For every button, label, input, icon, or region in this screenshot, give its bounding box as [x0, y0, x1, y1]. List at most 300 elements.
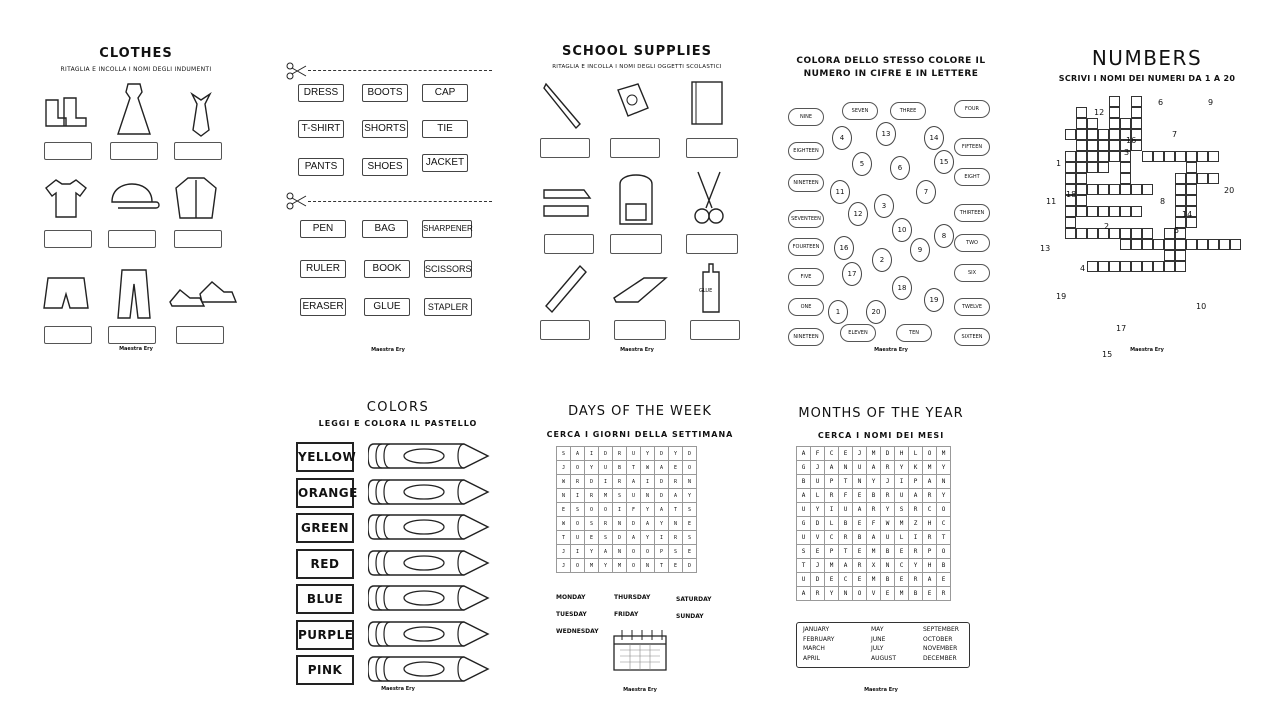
answer-box[interactable] — [686, 234, 738, 254]
crossword-cell — [1164, 250, 1175, 261]
answer-box[interactable] — [690, 320, 740, 340]
cloud-word: FIFTEEN — [954, 138, 990, 156]
grid-letter[interactable]: Y — [585, 461, 599, 475]
word-card[interactable]: TIE — [422, 120, 468, 138]
grid-letter[interactable]: Y — [867, 475, 881, 489]
answer-box[interactable] — [174, 230, 222, 248]
clue-number: 3 — [1124, 148, 1130, 157]
crossword-cell — [1142, 261, 1153, 272]
grid-letter[interactable]: I — [571, 545, 585, 559]
grid-letter[interactable]: P — [923, 545, 937, 559]
clue-number: 17 — [1116, 324, 1127, 333]
grid-letter[interactable]: L — [825, 517, 839, 531]
grid-letter[interactable]: S — [683, 503, 697, 517]
grid-letter[interactable]: U — [627, 447, 641, 461]
answer-box[interactable] — [44, 142, 92, 160]
grid-letter[interactable]: M — [867, 545, 881, 559]
grid-letter[interactable]: D — [655, 475, 669, 489]
grid-letter[interactable]: A — [627, 531, 641, 545]
grid-letter[interactable]: Y — [585, 545, 599, 559]
grid-letter[interactable]: C — [895, 559, 909, 573]
grid-letter[interactable]: I — [599, 475, 613, 489]
answer-box[interactable] — [610, 138, 660, 158]
grid-letter[interactable]: I — [825, 503, 839, 517]
word-card[interactable]: DRESS — [298, 84, 344, 102]
answer-box[interactable] — [540, 320, 590, 340]
crossword-cell — [1098, 151, 1109, 162]
grid-letter[interactable]: E — [853, 545, 867, 559]
grid-letter[interactable]: L — [811, 489, 825, 503]
grid-letter[interactable]: Y — [937, 461, 951, 475]
word-card[interactable]: ERASER — [300, 298, 346, 316]
word-card[interactable]: SHORTS — [362, 120, 408, 138]
grid-letter[interactable]: M — [895, 587, 909, 601]
grid-letter[interactable]: O — [853, 587, 867, 601]
crossword-cell — [1065, 173, 1076, 184]
grid-letter[interactable]: F — [627, 503, 641, 517]
grid-letter[interactable]: N — [613, 517, 627, 531]
days-title: DAYS OF THE WEEK — [568, 404, 712, 419]
crossword-cell — [1197, 151, 1208, 162]
grid-letter[interactable]: E — [669, 461, 683, 475]
clue-number: 11 — [1046, 197, 1057, 206]
grid-letter[interactable]: R — [599, 517, 613, 531]
answer-box[interactable] — [176, 326, 224, 344]
answer-box[interactable] — [108, 230, 156, 248]
grid-letter[interactable]: R — [881, 461, 895, 475]
grid-letter[interactable]: M — [895, 517, 909, 531]
grid-letter[interactable]: R — [669, 475, 683, 489]
grid-letter[interactable]: R — [571, 475, 585, 489]
grid-letter[interactable]: P — [909, 475, 923, 489]
grid-letter[interactable]: R — [811, 587, 825, 601]
grid-letter[interactable]: W — [557, 475, 571, 489]
grid-letter[interactable]: E — [937, 573, 951, 587]
grid-letter[interactable]: O — [571, 517, 585, 531]
grid-letter[interactable]: U — [797, 531, 811, 545]
grid-letter[interactable]: R — [923, 489, 937, 503]
grid-letter[interactable]: C — [923, 503, 937, 517]
grid-letter[interactable]: O — [599, 503, 613, 517]
grid-letter[interactable]: A — [797, 489, 811, 503]
grid-letter[interactable]: Y — [937, 489, 951, 503]
grid-letter[interactable]: I — [655, 531, 669, 545]
grid-letter[interactable]: M — [867, 573, 881, 587]
word-card[interactable]: GLUE — [364, 298, 410, 316]
grid-letter[interactable]: W — [641, 461, 655, 475]
grid-letter[interactable]: R — [867, 503, 881, 517]
word-card[interactable]: SCISSORS — [424, 260, 472, 278]
grid-letter[interactable]: E — [683, 517, 697, 531]
balloon: 20 — [866, 300, 886, 324]
grid-letter[interactable]: U — [839, 503, 853, 517]
grid-letter[interactable]: R — [923, 531, 937, 545]
grid-letter[interactable]: Y — [655, 517, 669, 531]
grid-letter[interactable]: P — [655, 545, 669, 559]
balloon: 8 — [934, 224, 954, 248]
grid-letter[interactable]: S — [895, 503, 909, 517]
grid-letter[interactable]: N — [683, 475, 697, 489]
grid-letter[interactable]: M — [585, 559, 599, 573]
grid-letter[interactable]: L — [909, 447, 923, 461]
grid-letter[interactable]: A — [797, 587, 811, 601]
grid-letter[interactable]: E — [585, 531, 599, 545]
grid-letter[interactable]: D — [881, 447, 895, 461]
word-card[interactable]: BOOTS — [362, 84, 408, 102]
crossword-cell — [1197, 239, 1208, 250]
grid-letter[interactable]: A — [825, 461, 839, 475]
grid-letter[interactable]: P — [825, 545, 839, 559]
grid-letter[interactable]: S — [557, 447, 571, 461]
grid-letter[interactable]: D — [655, 447, 669, 461]
grid-letter[interactable]: N — [937, 475, 951, 489]
grid-letter[interactable]: F — [867, 517, 881, 531]
grid-letter[interactable]: M — [867, 447, 881, 461]
grid-letter[interactable]: D — [585, 475, 599, 489]
grid-letter[interactable]: A — [571, 447, 585, 461]
grid-letter[interactable]: A — [839, 559, 853, 573]
scissors-icon — [286, 192, 308, 210]
grid-letter[interactable]: W — [557, 517, 571, 531]
crossword-cell — [1208, 173, 1219, 184]
grid-letter[interactable]: S — [599, 531, 613, 545]
grid-letter[interactable]: Y — [683, 489, 697, 503]
grid-letter[interactable]: M — [923, 461, 937, 475]
grid-letter[interactable]: S — [669, 545, 683, 559]
grid-letter[interactable]: C — [825, 531, 839, 545]
answer-box[interactable] — [108, 326, 156, 344]
grid-letter[interactable]: B — [937, 559, 951, 573]
grid-letter[interactable]: E — [825, 573, 839, 587]
grid-letter[interactable]: O — [937, 545, 951, 559]
grid-letter[interactable]: S — [585, 517, 599, 531]
grid-letter[interactable]: T — [839, 545, 853, 559]
grid-letter[interactable]: A — [599, 545, 613, 559]
grid-letter[interactable]: E — [853, 517, 867, 531]
answer-box[interactable] — [44, 326, 92, 344]
clue-number: 20 — [1224, 186, 1235, 195]
grid-letter[interactable]: G — [797, 461, 811, 475]
grid-letter[interactable]: I — [895, 475, 909, 489]
grid-letter[interactable]: V — [867, 587, 881, 601]
grid-letter[interactable]: T — [937, 531, 951, 545]
grid-letter[interactable]: E — [853, 573, 867, 587]
grid-letter[interactable]: B — [797, 475, 811, 489]
grid-letter[interactable]: U — [571, 531, 585, 545]
answer-box[interactable] — [686, 138, 738, 158]
grid-letter[interactable]: H — [923, 559, 937, 573]
grid-letter[interactable]: U — [797, 503, 811, 517]
grid-letter[interactable]: E — [895, 545, 909, 559]
grid-letter[interactable]: R — [613, 475, 627, 489]
grid-letter[interactable]: R — [853, 559, 867, 573]
balloon: 7 — [916, 180, 936, 204]
cloud-word: THREE — [890, 102, 926, 120]
grid-letter[interactable]: E — [669, 559, 683, 573]
word-card[interactable]: SHARPENER — [422, 220, 472, 238]
grid-letter[interactable]: O — [585, 503, 599, 517]
grid-letter[interactable]: N — [641, 489, 655, 503]
grid-letter[interactable]: R — [937, 587, 951, 601]
grid-letter[interactable]: T — [627, 461, 641, 475]
grid-letter[interactable]: B — [909, 587, 923, 601]
answer-box[interactable] — [174, 142, 222, 160]
grid-letter[interactable]: Y — [641, 531, 655, 545]
answer-box[interactable] — [610, 234, 662, 254]
grid-letter[interactable]: T — [797, 559, 811, 573]
grid-letter[interactable]: E — [839, 447, 853, 461]
grid-letter[interactable]: Y — [895, 461, 909, 475]
word-card[interactable]: T-SHIRT — [298, 120, 344, 138]
colors-worksheet — [296, 398, 500, 698]
grid-letter[interactable]: I — [641, 475, 655, 489]
grid-letter[interactable]: J — [881, 475, 895, 489]
cloud-word: ELEVEN — [840, 324, 876, 342]
grid-letter[interactable]: R — [825, 489, 839, 503]
grid-letter[interactable]: O — [627, 559, 641, 573]
grid-letter[interactable]: R — [613, 447, 627, 461]
grid-letter[interactable]: T — [669, 503, 683, 517]
grid-letter[interactable]: A — [923, 475, 937, 489]
grid-letter[interactable]: A — [669, 489, 683, 503]
grid-letter[interactable]: Y — [641, 503, 655, 517]
footer-credit: Maestra Ery — [381, 686, 415, 692]
grid-letter[interactable]: B — [839, 517, 853, 531]
grid-letter[interactable]: J — [557, 559, 571, 573]
grid-letter[interactable]: A — [797, 447, 811, 461]
ruler-icon — [542, 262, 590, 314]
grid-letter[interactable]: O — [683, 461, 697, 475]
grid-letter[interactable]: O — [641, 545, 655, 559]
grid-letter[interactable]: R — [881, 489, 895, 503]
clue-number: 10 — [1196, 302, 1207, 311]
grid-letter[interactable]: D — [683, 447, 697, 461]
grid-letter[interactable]: D — [599, 447, 613, 461]
grid-letter[interactable]: T — [655, 559, 669, 573]
grid-letter[interactable]: D — [613, 531, 627, 545]
grid-letter[interactable]: B — [881, 545, 895, 559]
grid-letter[interactable]: R — [909, 545, 923, 559]
grid-letter[interactable]: N — [853, 475, 867, 489]
grid-letter[interactable]: I — [585, 447, 599, 461]
grid-letter[interactable]: M — [825, 559, 839, 573]
footer-credit: Maestra Ery — [620, 347, 654, 353]
cloud-word: EIGHTEEN — [788, 142, 824, 160]
crossword-cell — [1131, 107, 1142, 118]
grid-letter[interactable]: U — [797, 573, 811, 587]
grid-letter[interactable]: A — [909, 489, 923, 503]
grid-letter[interactable]: N — [881, 559, 895, 573]
months-word-list — [796, 622, 970, 668]
crossword-cell — [1175, 261, 1186, 272]
grid-letter[interactable]: F — [839, 489, 853, 503]
crossword-cell — [1153, 151, 1164, 162]
crossword-cell — [1065, 206, 1076, 217]
grid-letter[interactable]: U — [627, 489, 641, 503]
crossword-cell — [1142, 184, 1153, 195]
cloud-word: SIX — [954, 264, 990, 282]
grid-letter[interactable]: I — [613, 503, 627, 517]
sharpener-icon — [610, 80, 654, 128]
grid-letter[interactable]: S — [613, 489, 627, 503]
glue-label: GLUE — [699, 288, 713, 294]
tshirt-icon — [44, 176, 88, 220]
grid-letter[interactable]: E — [557, 503, 571, 517]
word-list-item: SUNDAY — [676, 613, 704, 620]
grid-letter[interactable]: R — [585, 489, 599, 503]
grid-letter[interactable]: Y — [909, 559, 923, 573]
grid-letter[interactable]: N — [839, 461, 853, 475]
grid-letter[interactable]: N — [669, 517, 683, 531]
grid-letter[interactable]: R — [839, 531, 853, 545]
grid-letter[interactable]: A — [641, 517, 655, 531]
grid-letter[interactable]: U — [881, 531, 895, 545]
grid-letter[interactable]: U — [853, 461, 867, 475]
grid-letter[interactable]: E — [811, 545, 825, 559]
grid-letter[interactable]: M — [599, 489, 613, 503]
word-card[interactable]: BAG — [362, 220, 408, 238]
crossword-cell — [1076, 129, 1087, 140]
grid-letter[interactable]: R — [909, 573, 923, 587]
grid-letter[interactable]: I — [909, 531, 923, 545]
answer-box[interactable] — [544, 234, 594, 254]
grid-letter[interactable]: T — [839, 475, 853, 489]
answer-box[interactable] — [110, 142, 158, 160]
crossword-cell — [1175, 151, 1186, 162]
cloud-word: FOURTEEN — [788, 238, 824, 256]
grid-letter[interactable]: H — [923, 517, 937, 531]
grid-letter[interactable]: B — [613, 461, 627, 475]
grid-letter[interactable]: G — [797, 517, 811, 531]
grid-letter[interactable]: C — [937, 517, 951, 531]
grid-letter[interactable]: M — [613, 559, 627, 573]
grid-letter[interactable]: J — [811, 559, 825, 573]
grid-letter[interactable]: T — [557, 531, 571, 545]
grid-letter[interactable]: D — [683, 559, 697, 573]
word-card[interactable]: JACKET — [422, 154, 468, 172]
word-list-item: MAY — [871, 626, 884, 633]
grid-letter[interactable]: S — [683, 531, 697, 545]
grid-letter[interactable]: U — [599, 461, 613, 475]
grid-letter[interactable]: A — [655, 503, 669, 517]
grid-letter[interactable]: O — [571, 559, 585, 573]
grid-letter[interactable]: A — [867, 531, 881, 545]
word-card[interactable]: STAPLER — [424, 298, 472, 316]
grid-letter[interactable]: D — [627, 517, 641, 531]
color-label: PINK — [296, 655, 354, 685]
word-list-item: SATURDAY — [676, 596, 712, 603]
crossword-cell — [1120, 184, 1131, 195]
crossword-grid — [1036, 40, 1258, 358]
grid-letter[interactable]: I — [571, 489, 585, 503]
grid-letter[interactable]: S — [797, 545, 811, 559]
grid-letter[interactable]: N — [613, 545, 627, 559]
grid-letter[interactable]: S — [571, 503, 585, 517]
grid-letter[interactable]: M — [937, 447, 951, 461]
answer-box[interactable] — [44, 230, 92, 248]
grid-letter[interactable]: N — [839, 587, 853, 601]
grid-letter[interactable]: J — [557, 545, 571, 559]
grid-letter[interactable]: E — [853, 489, 867, 503]
word-card[interactable]: CAP — [422, 84, 468, 102]
grid-letter[interactable]: Y — [811, 503, 825, 517]
word-card[interactable]: PANTS — [298, 158, 344, 176]
grid-letter[interactable]: U — [811, 475, 825, 489]
grid-letter[interactable]: J — [557, 461, 571, 475]
grid-letter[interactable]: D — [811, 517, 825, 531]
grid-letter[interactable]: B — [867, 489, 881, 503]
grid-letter[interactable]: W — [881, 517, 895, 531]
crossword-cell — [1076, 228, 1087, 239]
balloon: 9 — [910, 238, 930, 262]
grid-letter[interactable]: O — [937, 503, 951, 517]
clue-number: 5 — [1174, 226, 1180, 235]
grid-letter[interactable]: A — [627, 475, 641, 489]
grid-letter[interactable]: Y — [825, 587, 839, 601]
word-card[interactable]: PEN — [300, 220, 346, 238]
grid-letter[interactable]: O — [627, 545, 641, 559]
grid-letter[interactable]: X — [867, 559, 881, 573]
word-card[interactable]: RULER — [300, 260, 346, 278]
grid-letter[interactable]: A — [853, 503, 867, 517]
grid-letter[interactable]: U — [895, 489, 909, 503]
grid-letter[interactable]: N — [557, 489, 571, 503]
grid-letter[interactable]: E — [923, 587, 937, 601]
grid-letter[interactable]: N — [641, 559, 655, 573]
grid-letter[interactable]: V — [811, 531, 825, 545]
grid-letter[interactable]: Y — [641, 447, 655, 461]
footer-credit: Maestra Ery — [623, 687, 657, 693]
grid-letter[interactable]: H — [895, 447, 909, 461]
grid-letter[interactable]: B — [881, 573, 895, 587]
crossword-cell — [1087, 151, 1098, 162]
word-card[interactable]: BOOK — [364, 260, 410, 278]
grid-letter[interactable]: K — [909, 461, 923, 475]
grid-letter[interactable]: Z — [909, 517, 923, 531]
grid-letter[interactable]: F — [811, 447, 825, 461]
grid-letter[interactable]: P — [825, 475, 839, 489]
grid-letter[interactable]: Y — [599, 559, 613, 573]
grid-letter[interactable]: O — [571, 461, 585, 475]
crossword-cell — [1076, 107, 1087, 118]
grid-letter[interactable]: E — [881, 587, 895, 601]
grid-letter[interactable]: Y — [881, 503, 895, 517]
answer-box[interactable] — [540, 138, 590, 158]
clue-number: 18 — [1066, 190, 1077, 199]
grid-letter[interactable]: E — [683, 545, 697, 559]
grid-letter[interactable]: D — [655, 489, 669, 503]
grid-letter[interactable]: C — [825, 447, 839, 461]
crossword-cell — [1065, 151, 1076, 162]
grid-letter[interactable]: O — [923, 447, 937, 461]
grid-letter[interactable]: C — [839, 573, 853, 587]
grid-letter[interactable]: B — [853, 531, 867, 545]
answer-box[interactable] — [614, 320, 666, 340]
grid-letter[interactable]: D — [811, 573, 825, 587]
color-label: ORANGE — [296, 478, 354, 508]
grid-letter[interactable]: R — [909, 503, 923, 517]
grid-letter[interactable]: A — [923, 573, 937, 587]
grid-letter[interactable]: J — [811, 461, 825, 475]
word-card[interactable]: SHOES — [362, 158, 408, 176]
grid-letter[interactable]: E — [895, 573, 909, 587]
grid-letter[interactable]: A — [655, 461, 669, 475]
grid-letter[interactable]: R — [669, 531, 683, 545]
grid-letter[interactable]: J — [853, 447, 867, 461]
grid-letter[interactable]: Y — [669, 447, 683, 461]
grid-letter[interactable]: A — [867, 461, 881, 475]
grid-letter[interactable]: L — [895, 531, 909, 545]
